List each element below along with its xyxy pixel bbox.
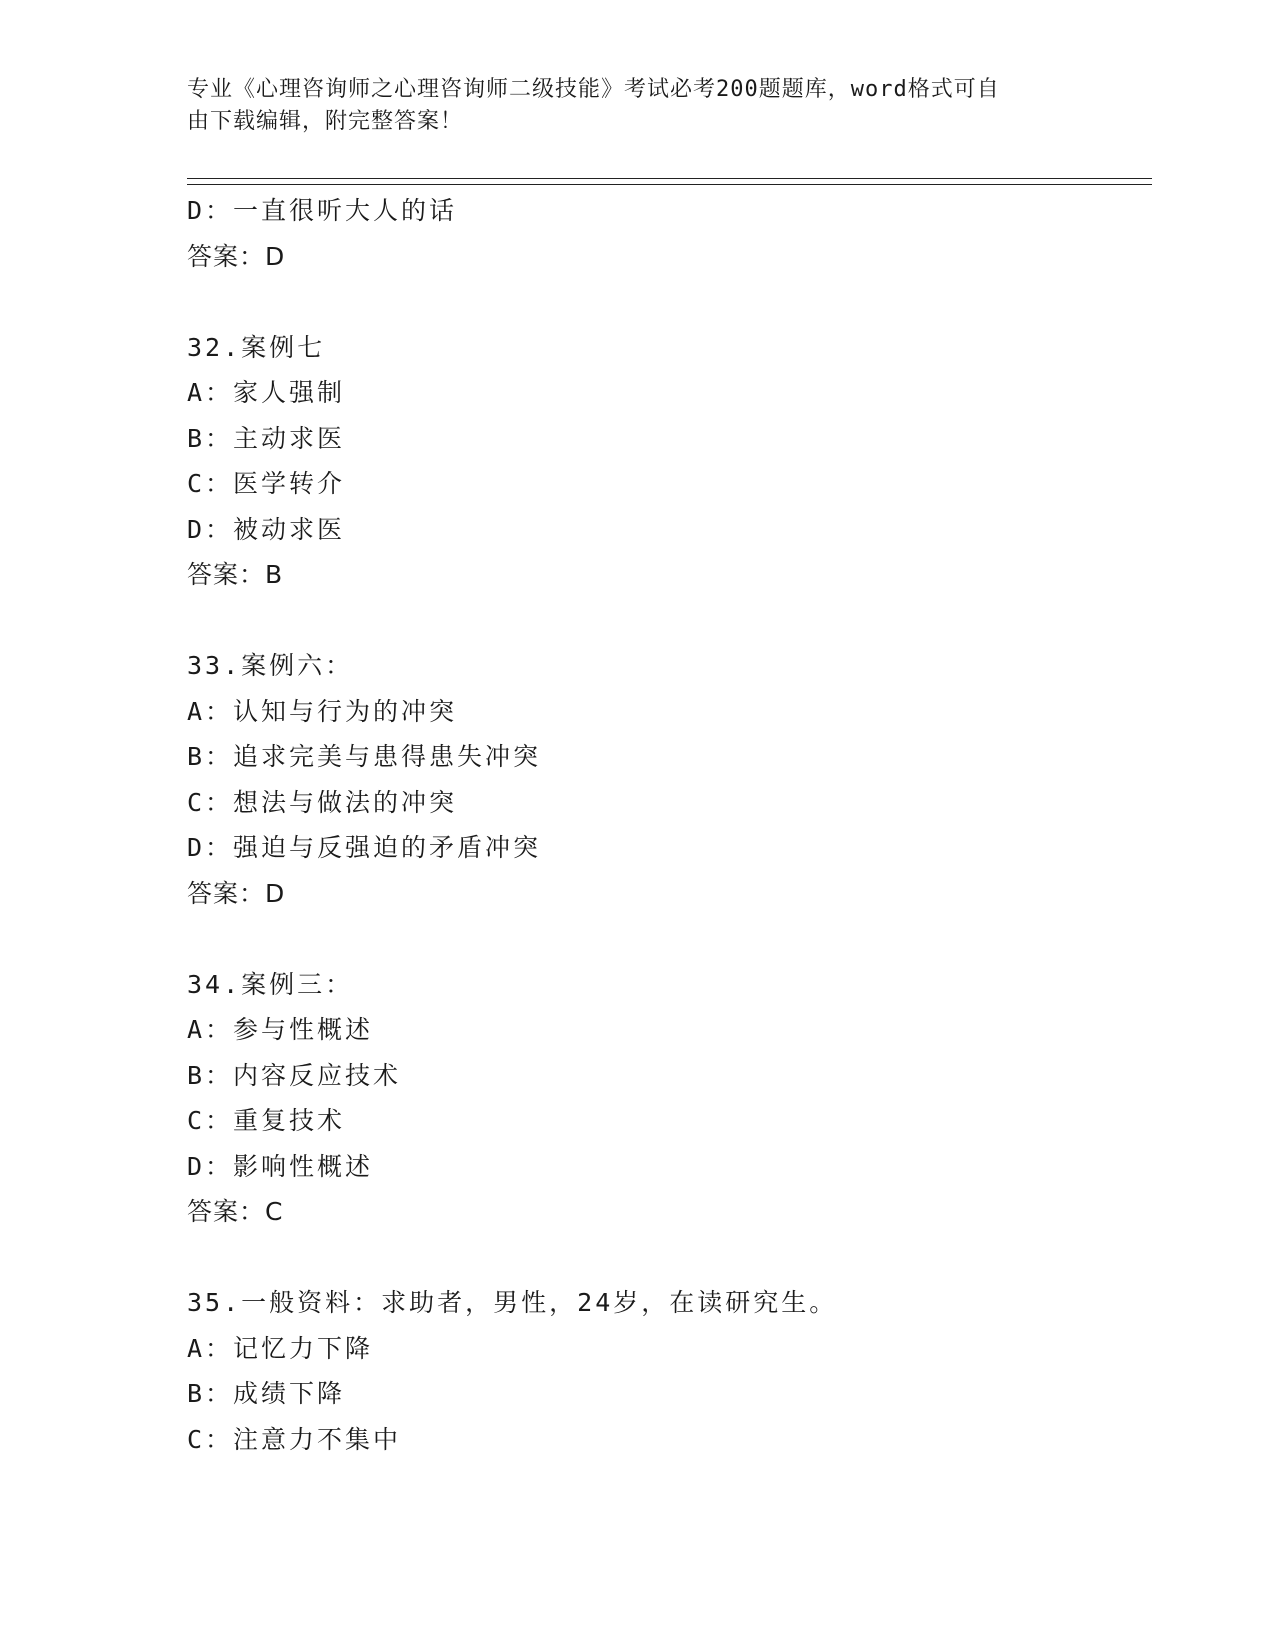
question-stem: 34.案例三： <box>187 969 354 999</box>
question-list <box>187 188 1147 1462</box>
option-c: C：想法与做法的冲突 <box>187 787 458 817</box>
header-divider <box>187 178 1152 185</box>
option-c: C：重复技术 <box>187 1106 346 1135</box>
option-b: B：内容反应技术 <box>187 1060 402 1090</box>
option-d: D：强迫与反强迫的矛盾冲突 <box>187 833 542 862</box>
spacer <box>187 598 1147 644</box>
question-stem: 33.案例六： <box>187 651 354 680</box>
question-35 <box>187 1280 1147 1462</box>
spacer <box>187 1235 1147 1281</box>
question-stem: 35.一般资料：求助者，男性，24岁，在读研究生。 <box>187 1288 838 1317</box>
option-b: B：成绩下降 <box>187 1379 346 1408</box>
option-a: A：记忆力下降 <box>187 1333 374 1363</box>
option-a: A：家人强制 <box>187 378 346 407</box>
question-33 <box>187 643 1147 916</box>
header-line-2: 由下载编辑，附完整答案！ <box>187 109 464 134</box>
spacer <box>187 916 1147 962</box>
option-d: D：被动求医 <box>187 514 346 544</box>
option-b: B：主动求医 <box>187 423 346 453</box>
question-31-tail <box>187 188 1147 279</box>
option-b: B：追求完美与患得患失冲突 <box>187 742 542 771</box>
option-a: A：参与性概述 <box>187 1015 374 1044</box>
answer-line: 答案：B <box>187 560 284 589</box>
answer-line: 答案：D <box>187 241 286 271</box>
option-a: A：认知与行为的冲突 <box>187 696 458 726</box>
question-32 <box>187 325 1147 598</box>
answer-line: 答案：C <box>187 1197 284 1226</box>
answer-line: 答案：D <box>187 878 286 908</box>
option-c: C：医学转介 <box>187 469 346 498</box>
header-line-1: 专业《心理咨询师之心理咨询师二级技能》考试必考200题题库，word格式可自 <box>187 77 1000 102</box>
option-d: D：一直很听大人的话 <box>187 196 458 225</box>
question-stem: 32.案例七 <box>187 332 326 362</box>
option-d: D：影响性概述 <box>187 1151 374 1181</box>
document-header <box>187 74 1077 138</box>
question-34 <box>187 962 1147 1235</box>
spacer <box>187 279 1147 325</box>
option-c: C：注意力不集中 <box>187 1424 402 1454</box>
